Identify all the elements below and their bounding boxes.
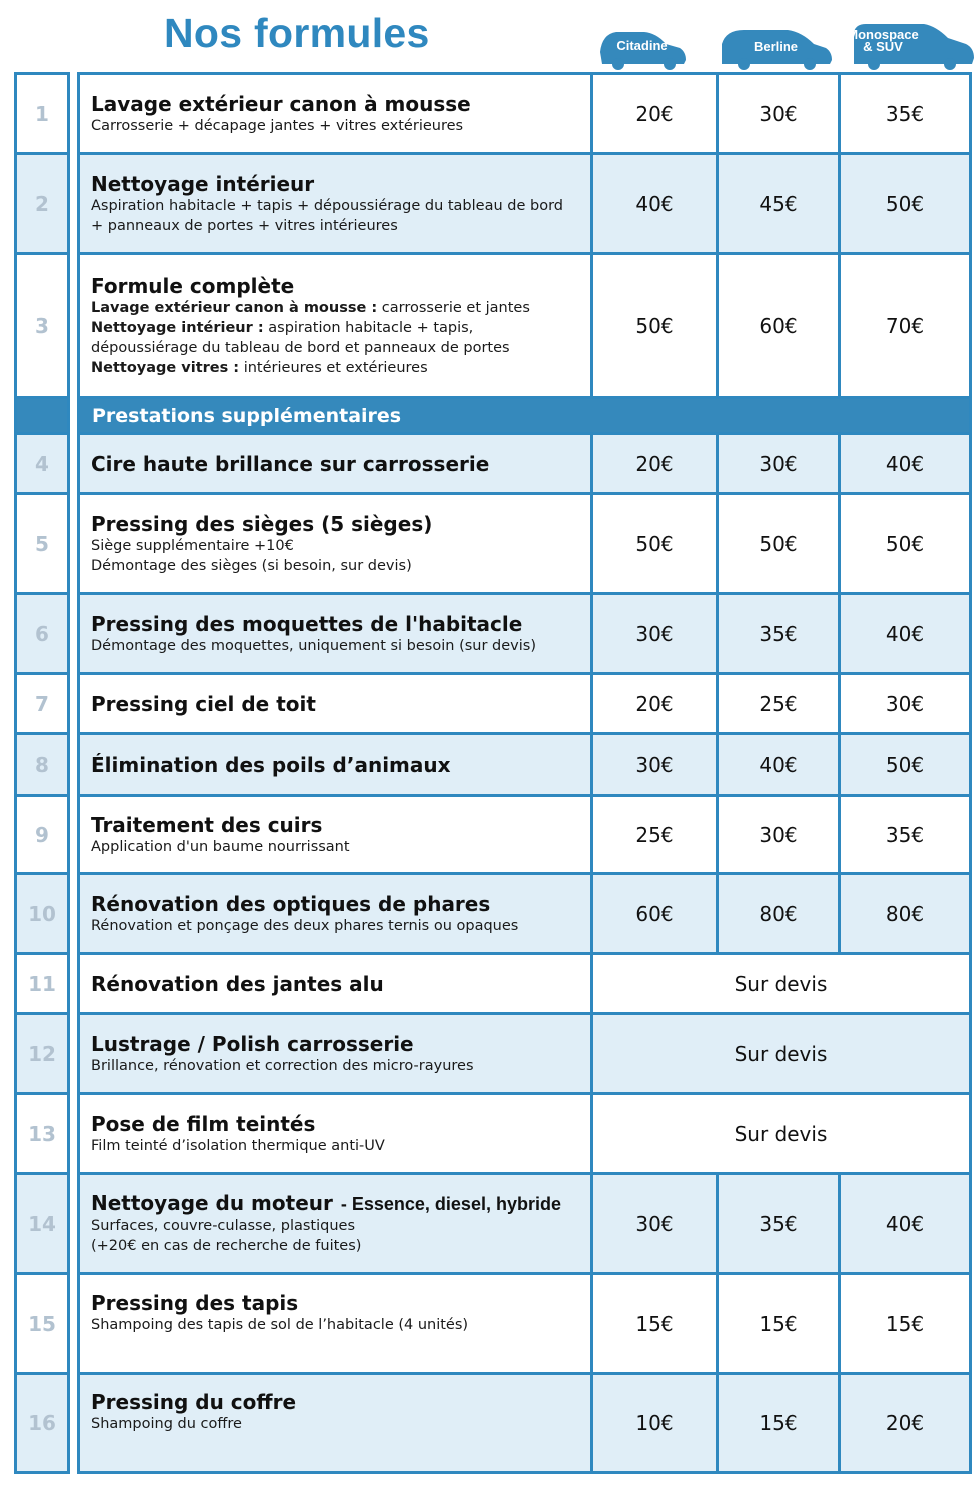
price-monospace-suv: 30€ bbox=[838, 675, 969, 732]
detail-label: Nettoyage intérieur : bbox=[91, 319, 264, 336]
section-number-spacer bbox=[17, 399, 67, 435]
service-description bbox=[80, 255, 590, 396]
price-berline: 30€ bbox=[716, 435, 838, 492]
service-detail: Surfaces, couvre-culasse, plastiques bbox=[91, 1218, 356, 1234]
service-detail bbox=[91, 318, 590, 338]
service-title-extra: - Essence, diesel, hybride bbox=[340, 1194, 561, 1214]
service-description bbox=[80, 435, 590, 492]
service-title: Pressing des moquettes de l'habitacle bbox=[91, 611, 523, 636]
price-monospace-suv: 80€ bbox=[838, 875, 969, 952]
service-title: Formule complète bbox=[91, 273, 295, 298]
price-monospace-suv: 50€ bbox=[838, 735, 969, 794]
service-title-main: Nettoyage du moteur bbox=[91, 1191, 333, 1215]
service-description bbox=[80, 1375, 590, 1471]
table-row bbox=[80, 875, 969, 955]
page-title: Nos formules bbox=[164, 10, 430, 56]
service-title: Traitement des cuirs bbox=[91, 812, 323, 837]
service-detail: Démontage des moquettes, uniquement si besoin (sur devis) bbox=[91, 637, 536, 654]
service-description bbox=[80, 735, 590, 794]
price-berline: 30€ bbox=[716, 797, 838, 872]
service-description bbox=[80, 875, 590, 952]
pricing-table bbox=[77, 72, 972, 1474]
price-citadine: 20€ bbox=[590, 435, 716, 492]
service-detail: Démontage des sièges (si besoin, sur devis) bbox=[91, 557, 412, 574]
service-detail bbox=[91, 338, 590, 358]
detail-text: dépoussiérage du tableau de bord et panneaux de portes bbox=[91, 339, 510, 356]
service-detail: Shampoing des tapis de sol de l’habitacle (4 unités) bbox=[91, 1317, 469, 1333]
price-monospace-suv: 50€ bbox=[838, 495, 969, 592]
service-detail: Application d'un baume nourrissant bbox=[91, 838, 350, 855]
service-description bbox=[80, 595, 590, 672]
price-monospace-suv: 35€ bbox=[838, 75, 969, 152]
service-detail: Brillance, rénovation et correction des micro-rayures bbox=[91, 1057, 474, 1074]
price-berline: 60€ bbox=[716, 255, 838, 396]
price-monospace-suv: 15€ bbox=[838, 1275, 969, 1372]
column-label-citadine: Citadine bbox=[616, 38, 668, 53]
service-detail: Film teinté d’isolation thermique anti-UV bbox=[91, 1137, 385, 1154]
service-description bbox=[80, 1015, 590, 1092]
table-row bbox=[80, 735, 969, 797]
price-berline: 50€ bbox=[716, 495, 838, 592]
price-monospace-suv: 35€ bbox=[838, 797, 969, 872]
service-title: Pressing des tapis bbox=[91, 1291, 299, 1315]
service-detail: Shampoing du coffre bbox=[91, 1416, 242, 1432]
table-row bbox=[80, 955, 969, 1015]
table-row bbox=[80, 1015, 969, 1095]
price-berline: 80€ bbox=[716, 875, 838, 952]
row-number: 16 bbox=[17, 1375, 67, 1471]
detail-label: Lavage extérieur canon à mousse : bbox=[91, 299, 378, 316]
price-monospace-suv: 50€ bbox=[838, 155, 969, 252]
row-number: 3 bbox=[17, 255, 67, 399]
price-berline: 15€ bbox=[716, 1275, 838, 1372]
column-header-citadine bbox=[596, 24, 688, 72]
service-detail: (+20€ en cas de recherche de fuites) bbox=[91, 1238, 362, 1254]
price-citadine: 50€ bbox=[590, 255, 716, 396]
column-label-suv: & SUV bbox=[863, 39, 903, 54]
row-number: 6 bbox=[17, 595, 67, 675]
price-berline: 40€ bbox=[716, 735, 838, 794]
table-row bbox=[80, 435, 969, 495]
row-number: 7 bbox=[17, 675, 67, 735]
price-berline: 35€ bbox=[716, 1175, 838, 1272]
table-row bbox=[80, 1275, 969, 1375]
service-detail: Aspiration habitacle + tapis + dépoussiérage du tableau de bord bbox=[91, 197, 563, 214]
service-title: Élimination des poils d’animaux bbox=[91, 752, 451, 777]
price-citadine: 30€ bbox=[590, 595, 716, 672]
price-citadine: 10€ bbox=[590, 1375, 716, 1471]
row-number: 5 bbox=[17, 495, 67, 595]
table-row bbox=[80, 1175, 969, 1275]
detail-label: Nettoyage vitres : bbox=[91, 359, 240, 376]
section-header bbox=[80, 399, 969, 435]
service-title: Lavage extérieur canon à mousse bbox=[91, 91, 471, 116]
service-title: Rénovation des optiques de phares bbox=[91, 891, 491, 916]
price-citadine: 50€ bbox=[590, 495, 716, 592]
price-monospace-suv: 40€ bbox=[838, 435, 969, 492]
detail-text: intérieures et extérieures bbox=[239, 359, 428, 376]
service-title: Nettoyage intérieur bbox=[91, 171, 315, 196]
table-row bbox=[80, 1375, 969, 1471]
price-berline: 15€ bbox=[716, 1375, 838, 1471]
service-description bbox=[80, 797, 590, 872]
price-monospace-suv: 70€ bbox=[838, 255, 969, 396]
price-berline: 25€ bbox=[716, 675, 838, 732]
price-citadine: 15€ bbox=[590, 1275, 716, 1372]
row-number: 12 bbox=[17, 1015, 67, 1095]
service-title bbox=[91, 1191, 590, 1216]
service-title: Rénovation des jantes alu bbox=[91, 971, 384, 996]
service-title: Pressing des sièges (5 sièges) bbox=[91, 511, 433, 536]
service-description bbox=[80, 675, 590, 732]
table-row bbox=[80, 155, 969, 255]
price-monospace-suv: 40€ bbox=[838, 595, 969, 672]
price-citadine: 40€ bbox=[590, 155, 716, 252]
service-title: Pressing du coffre bbox=[91, 1390, 297, 1414]
column-header-berline bbox=[718, 24, 834, 72]
price-citadine: 30€ bbox=[590, 1175, 716, 1272]
row-number: 9 bbox=[17, 797, 67, 875]
table-row bbox=[80, 595, 969, 675]
service-title: Pose de film teintés bbox=[91, 1111, 316, 1136]
row-number: 2 bbox=[17, 155, 67, 255]
table-row bbox=[80, 797, 969, 875]
column-label-berline: Berline bbox=[753, 39, 799, 54]
price-citadine: 20€ bbox=[590, 75, 716, 152]
row-number: 15 bbox=[17, 1275, 67, 1375]
service-description bbox=[80, 1095, 590, 1172]
row-number: 10 bbox=[17, 875, 67, 955]
row-number: 8 bbox=[17, 735, 67, 797]
row-number: 4 bbox=[17, 435, 67, 495]
row-number: 11 bbox=[17, 955, 67, 1015]
service-description bbox=[80, 1275, 590, 1372]
price-on-quote: Sur devis bbox=[590, 1095, 969, 1172]
service-detail: Carrosserie + décapage jantes + vitres extérieures bbox=[91, 117, 464, 134]
service-detail: + panneaux de portes + vitres intérieures bbox=[91, 217, 398, 234]
price-on-quote: Sur devis bbox=[590, 1015, 969, 1092]
detail-text: aspiration habitacle + tapis, bbox=[263, 319, 474, 336]
price-citadine: 60€ bbox=[590, 875, 716, 952]
service-title: Pressing ciel de toit bbox=[91, 691, 316, 716]
price-monospace-suv: 20€ bbox=[838, 1375, 969, 1471]
table-row bbox=[80, 495, 969, 595]
price-berline: 35€ bbox=[716, 595, 838, 672]
section-title: Prestations supplémentaires bbox=[92, 404, 402, 427]
service-description bbox=[80, 495, 590, 592]
row-number-column bbox=[14, 72, 70, 1474]
service-detail bbox=[91, 298, 590, 318]
detail-text: carrosserie et jantes bbox=[377, 299, 530, 316]
service-description bbox=[80, 955, 590, 1012]
price-citadine: 20€ bbox=[590, 675, 716, 732]
row-number: 14 bbox=[17, 1175, 67, 1275]
price-monospace-suv: 40€ bbox=[838, 1175, 969, 1272]
service-detail: Siège supplémentaire +10€ bbox=[91, 537, 294, 554]
table-row bbox=[80, 675, 969, 735]
price-on-quote: Sur devis bbox=[590, 955, 969, 1012]
table-row bbox=[80, 255, 969, 399]
service-description bbox=[80, 1175, 590, 1272]
price-berline: 30€ bbox=[716, 75, 838, 152]
price-citadine: 30€ bbox=[590, 735, 716, 794]
service-detail: Rénovation et ponçage des deux phares ternis ou opaques bbox=[91, 917, 519, 934]
service-title: Lustrage / Polish carrosserie bbox=[91, 1031, 414, 1056]
price-citadine: 25€ bbox=[590, 797, 716, 872]
service-description bbox=[80, 75, 590, 152]
price-berline: 45€ bbox=[716, 155, 838, 252]
table-row bbox=[80, 75, 969, 155]
table-row bbox=[80, 1095, 969, 1175]
service-detail bbox=[91, 358, 590, 378]
service-title: Cire haute brillance sur carrosserie bbox=[91, 451, 490, 476]
row-number: 13 bbox=[17, 1095, 67, 1175]
service-description bbox=[80, 155, 590, 252]
column-label-monospace: Monospace bbox=[847, 27, 919, 42]
row-number: 1 bbox=[17, 75, 67, 155]
column-header-monospace-suv bbox=[847, 20, 976, 68]
